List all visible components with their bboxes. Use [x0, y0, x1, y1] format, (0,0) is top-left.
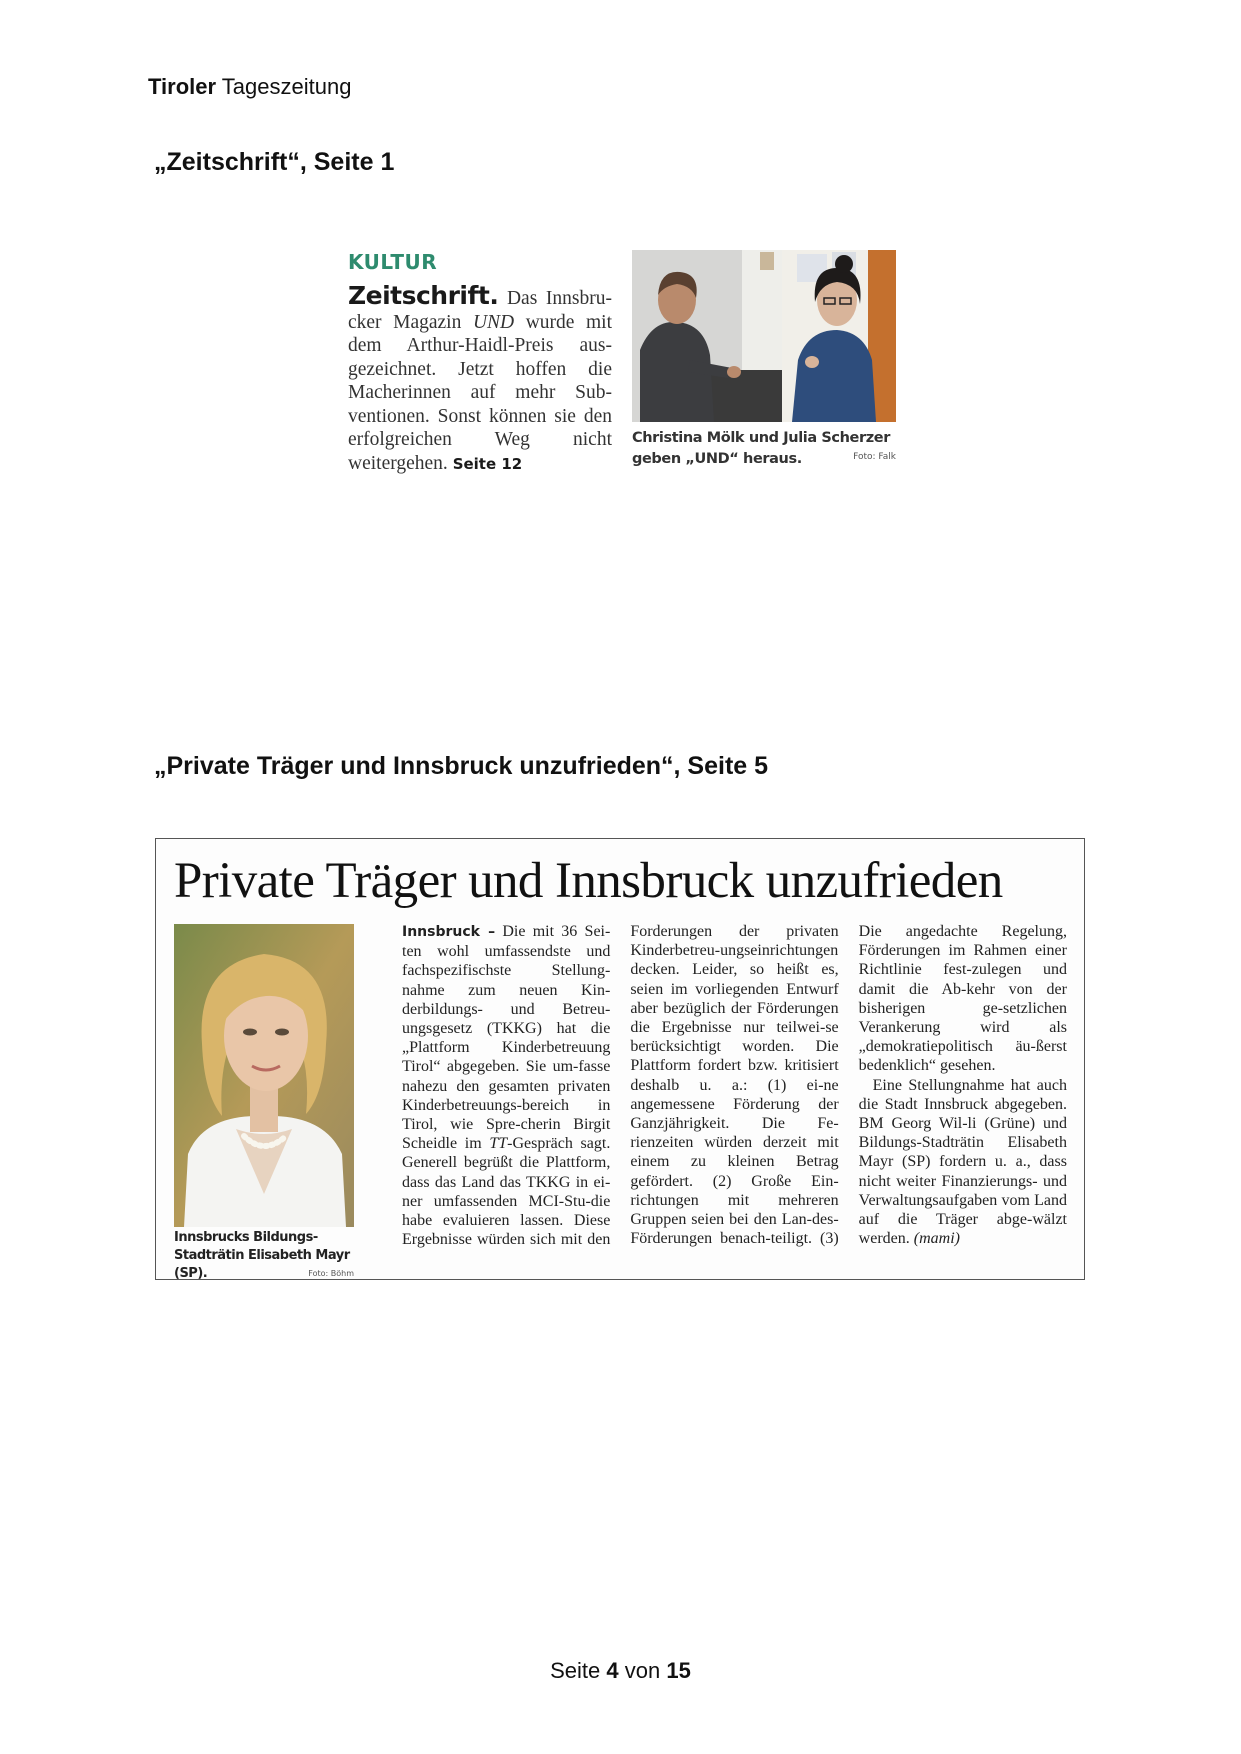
photo-credit: Foto: Böhm	[308, 1269, 354, 1278]
teaser-column	[348, 250, 612, 476]
teaser-text-before: Das Innsbru-cker Magazin	[348, 288, 612, 333]
photo-two-women	[632, 250, 896, 422]
article-text: Die mit 36 Sei-ten wohl umfassendste und fachspezifischste Stellung-nahme zum neuen Kin-derbildungs- und Betreu-ungsgesetz (TKKG) hat die „Plattform Kinderbetreuung Tirol“ abgegeben. Sie um-fasse nahezu den gesamten privaten Kinderbetreuungs-bereich in Tirol, wie Spre-cherin Birgit Scheidle im	[402, 923, 611, 1153]
publication-name-rest: Tageszeitung	[221, 74, 352, 99]
publication-name	[148, 74, 351, 100]
clipping-private-traeger	[155, 838, 1085, 1280]
teaser-text	[348, 281, 612, 476]
photo-credit: Foto: Falk	[853, 452, 896, 462]
photo-elisabeth-mayr	[174, 924, 354, 1227]
rubric-label: KULTUR	[348, 250, 438, 274]
teaser-text-after: wurde mit dem Arthur-Haidl-Preis aus-gezeichnet. Jetzt hoffen die Macherinnen auf mehr Sub-ventionen. Sonst können sie den erfolgreichen Weg nicht weitergehen.	[348, 311, 612, 474]
teaser-keyword: Zeitschrift.	[348, 281, 499, 310]
section-heading-zeitschrift: „Zeitschrift“, Seite 1	[154, 148, 395, 176]
page-number-prefix: Seite	[550, 1658, 601, 1683]
page-number	[0, 1658, 1241, 1684]
article-author: (mami)	[913, 1230, 960, 1248]
article-text: -Gespräch sagt. Generell begrüßt die Plattform, dass das Land das TKKG in ei-ner umfassenden MCI-Stu-die habe evaluieren lassen. Diese Ergebnisse würden sich mit den Forderungen der privaten Kinderbetreu-ungseinrichtungen decken. Leider, so heißt es, seien im vorliegenden Entwurf aber bezüglich der Förderungen die Ergebnisse nur teilwei-se berücksichtigt worden. Die Plattform fordert bzw. kritisiert deshalb u. a.: (1) ei-ne angemessene Förderung der Ganzjährigkeit. Die Fe-rienzeiten würden derzeit mit einem zu kleinen Betrag gefördert. (2) Große Ein-richtungen mit mehreren Gruppen seien bei den Lan-des-Förderungen benach-teiligt. (3) Die angedachte Regelung, Förderungen im Rahmen einer Richtlinie fest-zulegen und damit die Ab-kehr von der bisherigen ge-setzlichen Verankerung wird als „demokratiepolitisch äu-ßerst bedenklich“ gesehen.	[402, 923, 1067, 1249]
article-headline: Private Träger und Innsbruck unzufrieden	[174, 853, 1003, 909]
photo-caption-text: Innsbrucks Bildungs-Stadträtin Elisabeth Mayr (SP).	[174, 1230, 350, 1281]
article-body	[402, 922, 1067, 1267]
article-paragraph	[859, 1076, 1067, 1249]
photo-caption	[174, 1229, 354, 1283]
clipping-zeitschrift	[340, 244, 900, 484]
article-text: Eine Stellungnahme hat auch die Stadt Innsbruck abgegeben. BM Georg Wil-li (Grüne) und Bildungs-Stadträtin Elisabeth Mayr (SP) fordern u. a., dass nicht weiter Finanzierungs- und Verwaltungsaufgaben vom Land auf die Träger abge-wälzt werden.	[858, 1076, 1067, 1248]
article-tt-abbrev: TT	[489, 1135, 508, 1153]
magazine-name: UND	[472, 311, 515, 333]
publication-name-bold: Tiroler	[148, 74, 217, 99]
page-number-total: 15	[666, 1658, 691, 1683]
photo-caption	[632, 428, 896, 470]
article-dateline: Innsbruck –	[402, 924, 496, 940]
page-reference: Seite 12	[452, 454, 523, 473]
section-heading-private-traeger: „Private Träger und Innsbruck unzufrieden“, Seite 5	[154, 752, 769, 780]
page-number-middle: von	[624, 1658, 661, 1683]
photo-caption-text: Christina Mölk und Julia Scherzer geben „UND“ heraus.	[632, 430, 890, 467]
page-number-current: 4	[606, 1658, 619, 1683]
